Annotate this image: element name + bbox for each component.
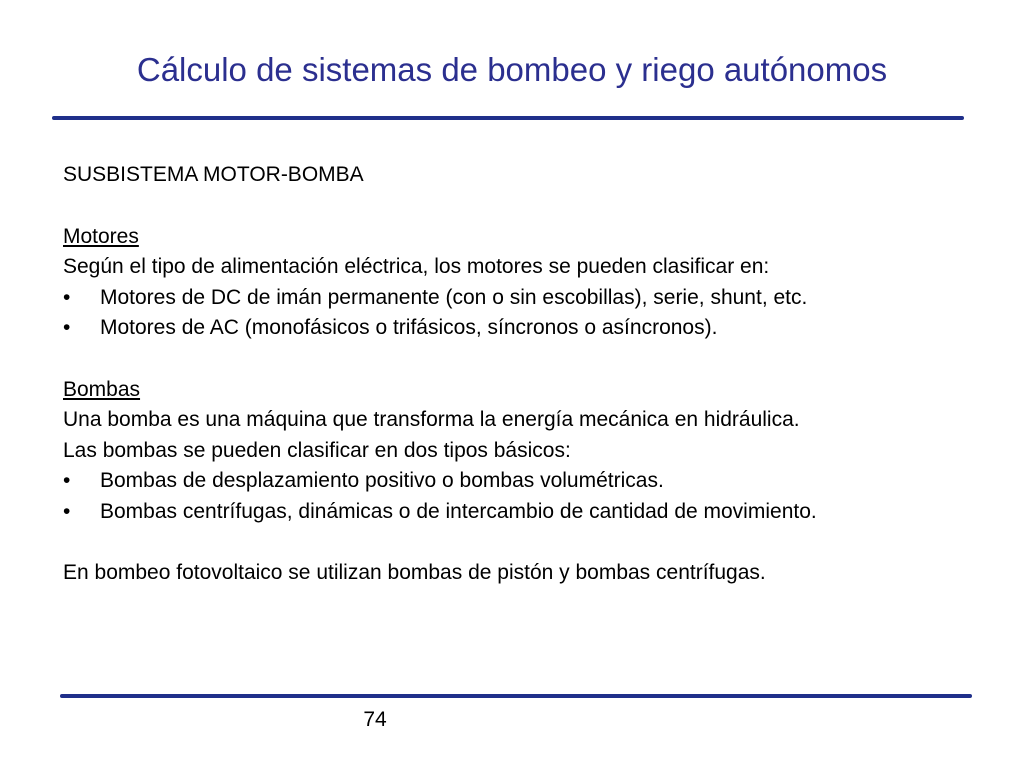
top-divider: [52, 116, 964, 120]
conclusion-text: En bombeo fotovoltaico se utilizan bombas de pistón y bombas centrífugas.: [63, 561, 766, 584]
pumps-intro: Las bombas se pueden clasificar en dos tipos básicos:: [63, 438, 571, 462]
spacer: [63, 527, 973, 558]
subsystem-heading: SUSBISTEMA MOTOR-BOMBA: [63, 163, 364, 186]
motors-heading: Motores: [63, 224, 139, 248]
bullet-icon: •: [63, 316, 71, 339]
pumps-heading: Bombas: [63, 377, 141, 401]
pumps-bullet-item: [63, 466, 973, 497]
spacer: [63, 344, 973, 375]
motors-bullet-text: Motores de DC de imán permanente (con o sin escobillas), serie, shunt, etc.: [100, 285, 808, 309]
pumps-bullet-text: Bombas centrífugas, dinámicas o de intercambio de cantidad de movimiento.: [100, 499, 817, 523]
bullet-icon: •: [63, 469, 71, 492]
pumps-definition: Una bomba es una máquina que transforma la energía mecánica en hidráulica.: [63, 408, 800, 431]
motors-intro: Según el tipo de alimentación eléctrica, los motores se pueden clasificar en:: [63, 255, 770, 278]
bottom-divider: [60, 694, 972, 698]
slide-title: Cálculo de sistemas de bombeo y riego autónomos: [136, 51, 888, 88]
pumps-bullet-text: Bombas de desplazamiento positivo o bombas volumétricas.: [100, 469, 664, 492]
slide-content: [63, 160, 973, 589]
bullet-icon: •: [63, 499, 71, 523]
bullet-icon: •: [63, 285, 71, 309]
pumps-bullet-item: [63, 497, 973, 528]
motors-bullet-text: Motores de AC (monofásicos o trifásicos, síncronos o asíncronos).: [100, 316, 718, 339]
spacer: [63, 191, 973, 222]
motors-bullet-item: [63, 283, 973, 314]
page-number: 74: [363, 708, 387, 731]
motors-bullet-item: [63, 313, 973, 344]
